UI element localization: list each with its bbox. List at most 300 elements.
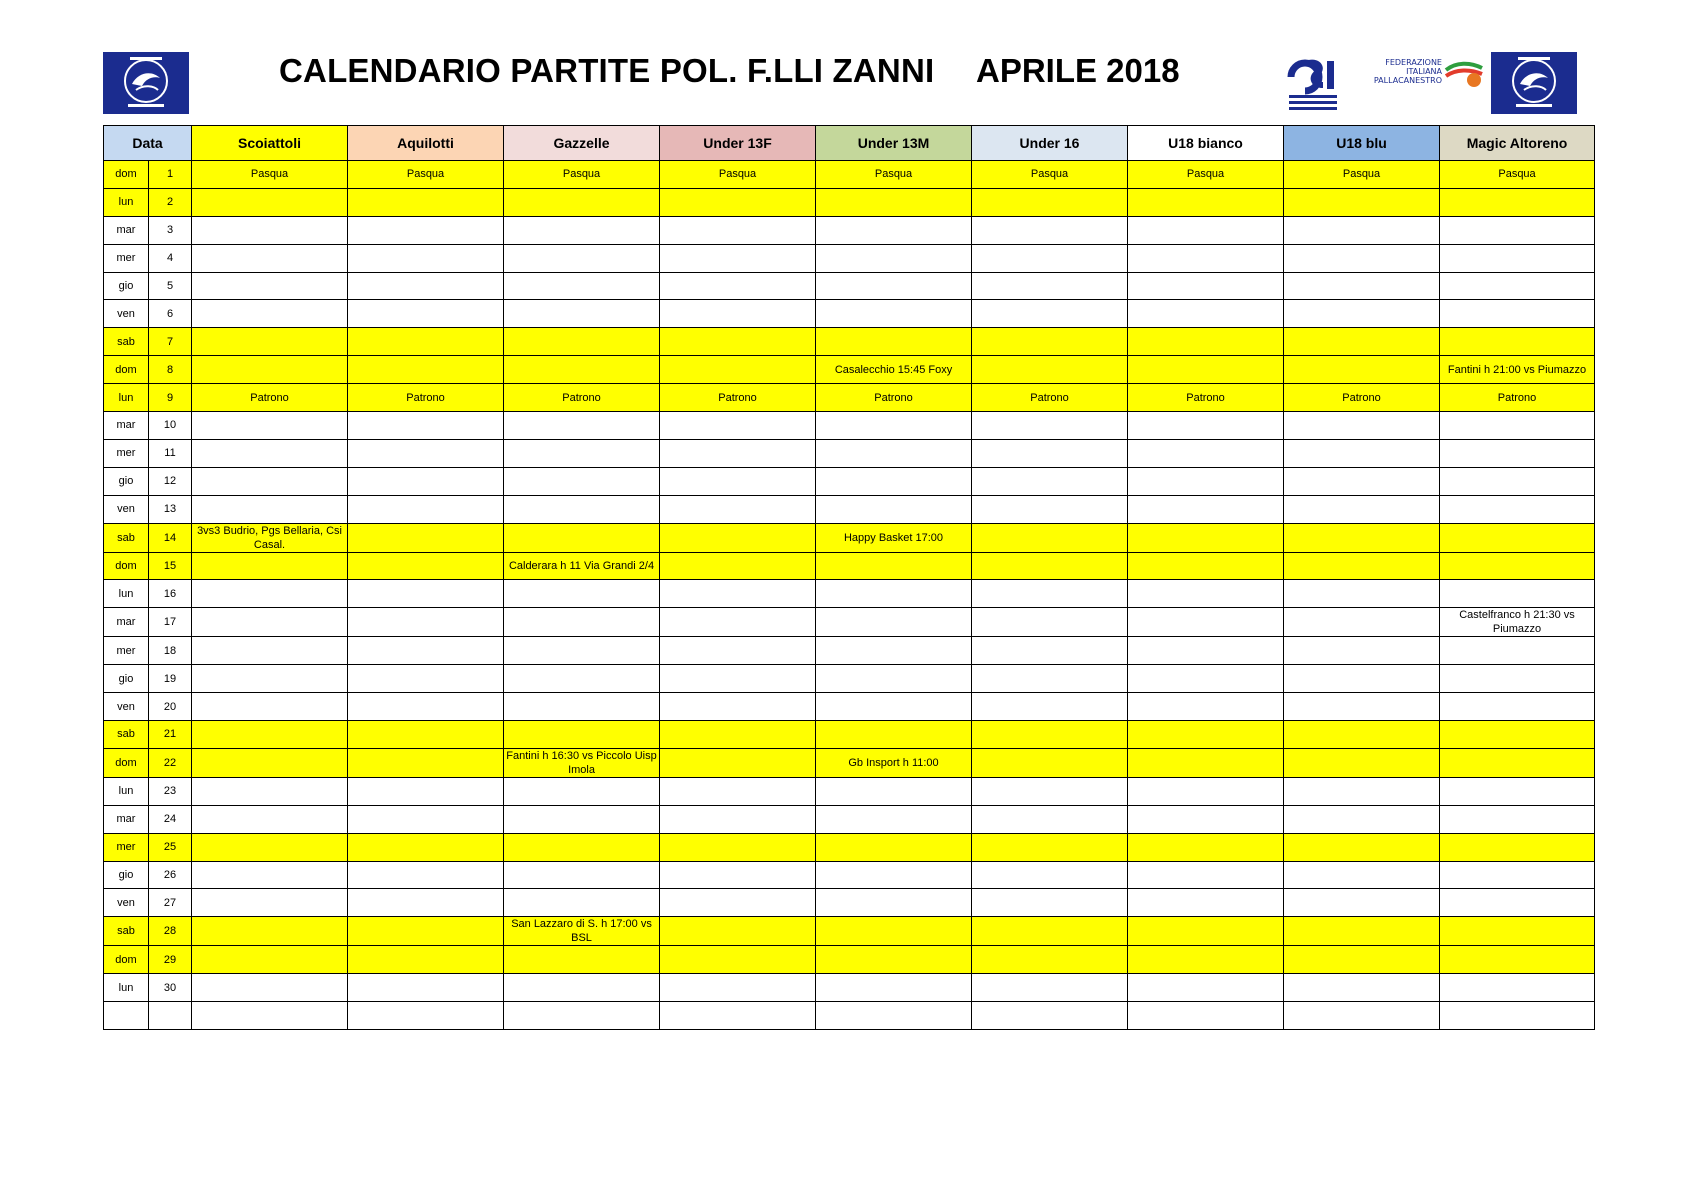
day-number-cell: 14 — [149, 523, 192, 552]
event-cell — [972, 495, 1128, 523]
event-cell — [348, 805, 504, 833]
event-cell — [660, 946, 816, 974]
event-cell — [1440, 216, 1595, 244]
event-cell — [1128, 693, 1284, 721]
event-cell — [1128, 328, 1284, 356]
event-cell — [1284, 580, 1440, 608]
event-cell — [660, 467, 816, 495]
event-cell — [972, 328, 1128, 356]
event-cell — [1440, 833, 1595, 861]
day-number-cell: 27 — [149, 889, 192, 917]
event-cell — [504, 974, 660, 1002]
event-cell — [192, 974, 348, 1002]
table-row — [104, 244, 1595, 272]
day-number-cell: 24 — [149, 805, 192, 833]
day-name-cell: gio — [104, 861, 149, 889]
day-number-cell: 11 — [149, 439, 192, 467]
event-cell — [816, 889, 972, 917]
event-cell — [1440, 412, 1595, 440]
event-cell — [660, 777, 816, 805]
event-cell — [816, 300, 972, 328]
event-cell: Fantini h 21:00 vs Piumazzo — [1440, 356, 1595, 384]
event-cell: Patrono — [1284, 384, 1440, 412]
table-row — [104, 272, 1595, 300]
event-cell — [1128, 833, 1284, 861]
day-name-cell: ven — [104, 693, 149, 721]
event-cell — [348, 328, 504, 356]
event-cell — [1284, 833, 1440, 861]
event-cell — [504, 439, 660, 467]
day-name-cell: gio — [104, 467, 149, 495]
event-cell — [504, 1002, 660, 1030]
event-cell — [1284, 552, 1440, 580]
event-cell — [816, 495, 972, 523]
event-cell — [348, 861, 504, 889]
table-row — [104, 889, 1595, 917]
event-cell — [1128, 495, 1284, 523]
event-cell — [1284, 608, 1440, 637]
event-cell — [192, 1002, 348, 1030]
table-row — [104, 721, 1595, 749]
day-name-cell: ven — [104, 889, 149, 917]
day-number-cell: 7 — [149, 328, 192, 356]
event-cell — [1128, 665, 1284, 693]
table-row — [104, 777, 1595, 805]
event-cell: Patrono — [816, 384, 972, 412]
event-cell — [1128, 216, 1284, 244]
event-cell: Happy Basket 17:00 — [816, 523, 972, 552]
event-cell — [504, 637, 660, 665]
event-cell — [972, 665, 1128, 693]
day-number-cell: 12 — [149, 467, 192, 495]
event-cell — [1128, 1002, 1284, 1030]
event-cell — [660, 693, 816, 721]
event-cell — [972, 467, 1128, 495]
event-cell — [1284, 1002, 1440, 1030]
event-cell: Pasqua — [348, 161, 504, 189]
table-row — [104, 412, 1595, 440]
event-cell — [660, 748, 816, 777]
event-cell — [504, 833, 660, 861]
event-cell — [660, 328, 816, 356]
event-cell — [660, 412, 816, 440]
event-cell — [504, 216, 660, 244]
event-cell: Patrono — [348, 384, 504, 412]
day-name-cell: mer — [104, 439, 149, 467]
event-cell — [1128, 889, 1284, 917]
event-cell — [1284, 356, 1440, 384]
event-cell: Pasqua — [1284, 161, 1440, 189]
event-cell — [348, 580, 504, 608]
event-cell — [1440, 721, 1595, 749]
event-cell: Patrono — [504, 384, 660, 412]
event-cell — [504, 467, 660, 495]
day-number-cell: 30 — [149, 974, 192, 1002]
event-cell — [1128, 637, 1284, 665]
event-cell: Patrono — [660, 384, 816, 412]
day-name-cell: mer — [104, 637, 149, 665]
event-cell — [504, 665, 660, 693]
event-cell — [348, 495, 504, 523]
event-cell — [192, 777, 348, 805]
day-name-cell: sab — [104, 523, 149, 552]
event-cell — [816, 328, 972, 356]
day-name-cell: ven — [104, 495, 149, 523]
event-cell — [504, 244, 660, 272]
event-cell — [192, 693, 348, 721]
event-cell — [660, 665, 816, 693]
day-name-cell: lun — [104, 974, 149, 1002]
table-row — [104, 833, 1595, 861]
event-cell — [660, 608, 816, 637]
event-cell — [192, 665, 348, 693]
event-cell — [1128, 777, 1284, 805]
event-cell — [192, 608, 348, 637]
table-row — [104, 946, 1595, 974]
table-row — [104, 439, 1595, 467]
table-row — [104, 1002, 1595, 1030]
event-cell — [816, 917, 972, 946]
event-cell — [348, 552, 504, 580]
table-row — [104, 161, 1595, 189]
event-cell — [1128, 748, 1284, 777]
event-cell — [348, 439, 504, 467]
day-name-cell: sab — [104, 328, 149, 356]
event-cell — [1128, 552, 1284, 580]
table-row — [104, 665, 1595, 693]
event-cell — [1284, 917, 1440, 946]
event-cell: Fantini h 16:30 vs Piccolo Uisp Imola — [504, 748, 660, 777]
event-cell — [660, 833, 816, 861]
event-cell — [660, 300, 816, 328]
event-cell — [504, 608, 660, 637]
event-cell — [816, 188, 972, 216]
table-row — [104, 495, 1595, 523]
club-logo-icon — [1494, 54, 1574, 112]
event-cell — [1128, 300, 1284, 328]
event-cell — [1440, 272, 1595, 300]
event-cell — [192, 637, 348, 665]
day-number-cell: 8 — [149, 356, 192, 384]
event-cell: Patrono — [192, 384, 348, 412]
event-cell — [504, 721, 660, 749]
day-number-cell: 18 — [149, 637, 192, 665]
event-cell — [972, 244, 1128, 272]
event-cell — [1284, 188, 1440, 216]
table-row — [104, 637, 1595, 665]
event-cell — [660, 861, 816, 889]
event-cell — [192, 917, 348, 946]
event-cell — [816, 974, 972, 1002]
event-cell — [660, 188, 816, 216]
event-cell — [1440, 946, 1595, 974]
event-cell: Pasqua — [1440, 161, 1595, 189]
day-name-cell: gio — [104, 272, 149, 300]
event-cell — [972, 917, 1128, 946]
day-number-cell: 28 — [149, 917, 192, 946]
event-cell: Pasqua — [504, 161, 660, 189]
event-cell — [192, 552, 348, 580]
event-cell — [1128, 805, 1284, 833]
fip-logo-icon — [1444, 60, 1484, 88]
event-cell — [504, 356, 660, 384]
event-cell — [1440, 748, 1595, 777]
event-cell: Pasqua — [972, 161, 1128, 189]
table-row — [104, 523, 1595, 552]
event-cell — [348, 637, 504, 665]
event-cell — [1284, 805, 1440, 833]
event-cell — [1128, 721, 1284, 749]
event-cell: Gb Insport h 11:00 — [816, 748, 972, 777]
day-number-cell: 20 — [149, 693, 192, 721]
event-cell — [972, 946, 1128, 974]
day-number-cell: 13 — [149, 495, 192, 523]
event-cell — [192, 439, 348, 467]
event-cell — [1284, 946, 1440, 974]
event-cell — [1440, 244, 1595, 272]
table-row — [104, 861, 1595, 889]
event-cell: San Lazzaro di S. h 17:00 vs BSL — [504, 917, 660, 946]
event-cell — [1284, 637, 1440, 665]
event-cell — [972, 974, 1128, 1002]
event-cell — [816, 665, 972, 693]
event-cell — [1284, 439, 1440, 467]
event-cell — [504, 495, 660, 523]
fip-logo-text: FEDERAZIONE ITALIANA PALLACANESTRO — [1373, 58, 1442, 85]
event-cell — [192, 467, 348, 495]
day-number-cell: 22 — [149, 748, 192, 777]
event-cell — [816, 861, 972, 889]
event-cell — [816, 412, 972, 440]
event-cell — [1440, 665, 1595, 693]
day-number-cell: 6 — [149, 300, 192, 328]
table-row — [104, 748, 1595, 777]
event-cell — [1440, 300, 1595, 328]
day-name-cell: sab — [104, 917, 149, 946]
event-cell — [660, 805, 816, 833]
event-cell — [192, 188, 348, 216]
table-row — [104, 328, 1595, 356]
event-cell — [192, 946, 348, 974]
event-cell — [972, 188, 1128, 216]
event-cell — [504, 889, 660, 917]
table-row — [104, 805, 1595, 833]
event-cell: Castelfranco h 21:30 vs Piumazzo — [1440, 608, 1595, 637]
event-cell — [1440, 889, 1595, 917]
event-cell — [192, 580, 348, 608]
event-cell — [1284, 244, 1440, 272]
event-cell — [972, 748, 1128, 777]
event-cell — [348, 300, 504, 328]
event-cell — [1440, 917, 1595, 946]
day-number-cell: 15 — [149, 552, 192, 580]
event-cell — [972, 693, 1128, 721]
event-cell — [816, 467, 972, 495]
event-cell — [1128, 580, 1284, 608]
event-cell — [1128, 244, 1284, 272]
event-cell — [1128, 188, 1284, 216]
day-name-cell: dom — [104, 161, 149, 189]
event-cell — [1284, 216, 1440, 244]
event-cell — [1440, 693, 1595, 721]
event-cell — [816, 1002, 972, 1030]
day-number-cell: 10 — [149, 412, 192, 440]
day-name-cell: mer — [104, 244, 149, 272]
event-cell — [972, 861, 1128, 889]
event-cell — [1128, 439, 1284, 467]
event-cell: Pasqua — [192, 161, 348, 189]
event-cell — [1128, 917, 1284, 946]
event-cell — [1284, 693, 1440, 721]
column-header-magic-altoreno: Magic Altoreno — [1440, 126, 1595, 161]
column-header-under-13m: Under 13M — [816, 126, 972, 161]
event-cell — [972, 552, 1128, 580]
event-cell — [972, 523, 1128, 552]
day-name-cell: mar — [104, 608, 149, 637]
event-cell — [192, 244, 348, 272]
event-cell — [816, 272, 972, 300]
event-cell — [192, 495, 348, 523]
event-cell — [816, 693, 972, 721]
event-cell: Pasqua — [660, 161, 816, 189]
event-cell — [660, 356, 816, 384]
event-cell — [348, 665, 504, 693]
event-cell — [1440, 805, 1595, 833]
event-cell — [816, 637, 972, 665]
day-number-cell: 5 — [149, 272, 192, 300]
event-cell — [192, 216, 348, 244]
event-cell — [1284, 777, 1440, 805]
event-cell — [972, 412, 1128, 440]
day-number-cell: 26 — [149, 861, 192, 889]
event-cell — [192, 272, 348, 300]
event-cell — [972, 272, 1128, 300]
fip-logo — [1358, 58, 1482, 92]
event-cell — [1440, 974, 1595, 1002]
day-name-cell: dom — [104, 552, 149, 580]
event-cell — [972, 439, 1128, 467]
day-name-cell: ven — [104, 300, 149, 328]
event-cell — [1440, 467, 1595, 495]
table-header-row — [104, 126, 1595, 161]
table-row — [104, 384, 1595, 412]
event-cell — [504, 188, 660, 216]
event-cell — [1284, 974, 1440, 1002]
csi-logo — [1283, 55, 1343, 115]
event-cell — [660, 552, 816, 580]
event-cell — [660, 974, 816, 1002]
event-cell — [816, 721, 972, 749]
event-cell — [348, 272, 504, 300]
event-cell — [1128, 467, 1284, 495]
event-cell — [972, 580, 1128, 608]
page-title: CALENDARIO PARTITE POL. F.LLI ZANNI — [279, 52, 935, 89]
day-number-cell: 1 — [149, 161, 192, 189]
event-cell — [348, 693, 504, 721]
day-number-cell: 25 — [149, 833, 192, 861]
event-cell — [1440, 439, 1595, 467]
event-cell — [972, 833, 1128, 861]
event-cell — [348, 917, 504, 946]
event-cell — [192, 805, 348, 833]
event-cell — [1128, 861, 1284, 889]
event-cell — [504, 777, 660, 805]
event-cell — [1128, 356, 1284, 384]
table-row — [104, 974, 1595, 1002]
event-cell — [972, 1002, 1128, 1030]
column-header-scoiattoli: Scoiattoli — [192, 126, 348, 161]
event-cell — [504, 580, 660, 608]
event-cell — [816, 580, 972, 608]
event-cell — [972, 805, 1128, 833]
table-row — [104, 580, 1595, 608]
event-cell — [504, 300, 660, 328]
event-cell — [660, 244, 816, 272]
calendar-table — [103, 125, 1595, 1030]
event-cell: Patrono — [1128, 384, 1284, 412]
table-row — [104, 693, 1595, 721]
event-cell — [1440, 580, 1595, 608]
event-cell — [1440, 861, 1595, 889]
event-cell — [972, 721, 1128, 749]
day-number-cell — [149, 1002, 192, 1030]
event-cell — [192, 889, 348, 917]
event-cell — [1284, 272, 1440, 300]
day-name-cell: sab — [104, 721, 149, 749]
table-row — [104, 467, 1595, 495]
event-cell — [1284, 467, 1440, 495]
event-cell — [816, 608, 972, 637]
event-cell — [1440, 328, 1595, 356]
event-cell — [504, 693, 660, 721]
column-header-u18-bianco: U18 bianco — [1128, 126, 1284, 161]
event-cell — [660, 637, 816, 665]
event-cell — [192, 300, 348, 328]
event-cell — [1128, 974, 1284, 1002]
event-cell — [348, 889, 504, 917]
event-cell — [1128, 608, 1284, 637]
day-number-cell: 21 — [149, 721, 192, 749]
csi-logo-icon — [1283, 55, 1343, 115]
event-cell — [192, 412, 348, 440]
event-cell — [1128, 412, 1284, 440]
day-name-cell: mer — [104, 833, 149, 861]
event-cell — [1284, 328, 1440, 356]
event-cell — [348, 833, 504, 861]
event-cell — [1128, 946, 1284, 974]
event-cell — [816, 439, 972, 467]
event-cell — [348, 188, 504, 216]
event-cell — [192, 833, 348, 861]
event-cell — [660, 439, 816, 467]
column-header-aquilotti: Aquilotti — [348, 126, 504, 161]
event-cell — [816, 552, 972, 580]
event-cell — [348, 216, 504, 244]
day-name-cell: lun — [104, 580, 149, 608]
event-cell — [1284, 748, 1440, 777]
event-cell — [1440, 1002, 1595, 1030]
day-name-cell: lun — [104, 777, 149, 805]
table-row — [104, 188, 1595, 216]
event-cell — [660, 272, 816, 300]
club-logo-right — [1491, 52, 1577, 114]
column-header-under-16: Under 16 — [972, 126, 1128, 161]
event-cell: Calderara h 11 Via Grandi 2/4 — [504, 552, 660, 580]
event-cell — [504, 272, 660, 300]
day-number-cell: 23 — [149, 777, 192, 805]
event-cell — [816, 244, 972, 272]
day-number-cell: 17 — [149, 608, 192, 637]
